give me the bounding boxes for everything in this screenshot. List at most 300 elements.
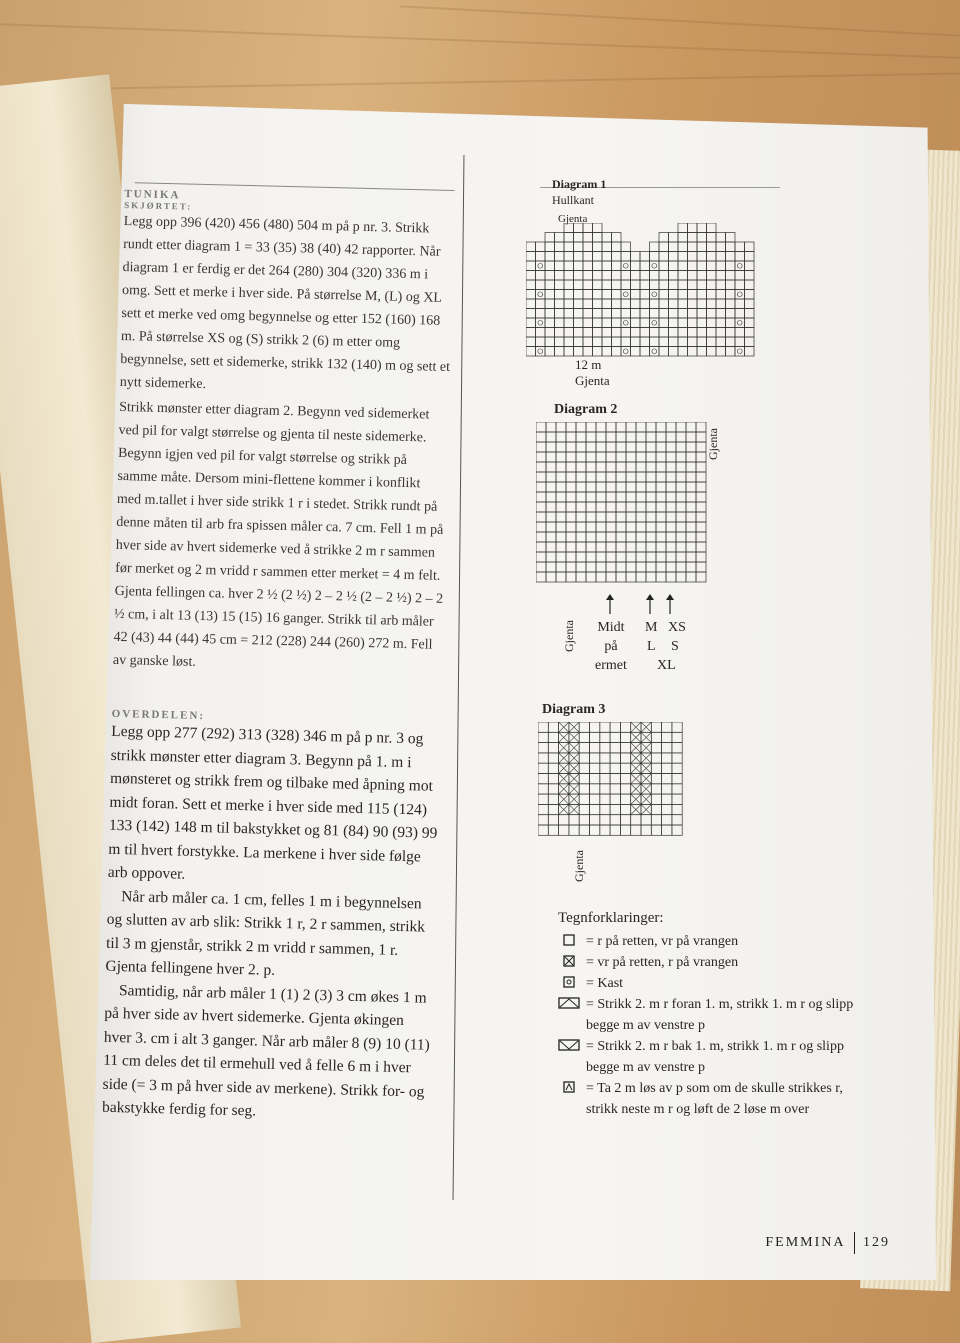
grid-cell xyxy=(745,261,755,271)
grid-cell xyxy=(707,280,717,290)
grid-cell xyxy=(688,242,698,252)
section-label-overdelen: OVERDELEN: xyxy=(111,707,206,723)
grid-cell xyxy=(697,242,707,252)
grid-cell xyxy=(590,815,600,825)
empty-square-icon xyxy=(558,931,580,946)
grid-cell xyxy=(616,512,626,522)
grid-cell xyxy=(631,280,641,290)
grid-cell xyxy=(566,482,576,492)
grid-cell xyxy=(620,753,630,763)
grid-cell xyxy=(716,347,726,357)
grid-cell xyxy=(602,347,612,357)
grid-cell xyxy=(640,271,650,281)
grid-cell xyxy=(666,462,676,472)
grid-cell xyxy=(626,522,636,532)
grid-cell xyxy=(726,299,736,309)
grid-cell xyxy=(546,502,556,512)
purl-mark xyxy=(631,743,641,753)
grid-cell xyxy=(564,252,574,262)
grid-cell xyxy=(659,309,669,319)
grid-cell xyxy=(600,804,610,814)
grid-cell xyxy=(621,309,631,319)
diagrams-column xyxy=(520,175,880,1195)
grid-cell xyxy=(564,271,574,281)
grid-cell xyxy=(548,774,558,784)
grid-cell xyxy=(596,492,606,502)
purl-mark xyxy=(569,804,579,814)
grid-cell xyxy=(651,784,661,794)
grid-cell xyxy=(610,794,620,804)
grid-cell xyxy=(707,252,717,262)
grid-cell xyxy=(576,482,586,492)
grid-cell xyxy=(662,784,672,794)
grid-cell xyxy=(678,299,688,309)
grid-cell xyxy=(586,562,596,572)
purl-mark xyxy=(641,804,651,814)
grid-cell xyxy=(556,442,566,452)
lift-over-icon xyxy=(558,1078,580,1093)
grid-cell xyxy=(626,422,636,432)
grid-cell xyxy=(600,825,610,835)
grid-cell xyxy=(546,472,556,482)
grid-cell xyxy=(735,299,745,309)
grid-cell xyxy=(636,532,646,542)
grid-cell xyxy=(666,532,676,542)
grid-cell xyxy=(676,522,686,532)
grid-cell xyxy=(666,562,676,572)
grid-cell xyxy=(688,318,698,328)
grid-cell xyxy=(555,318,565,328)
label-size-xl: XL xyxy=(657,658,676,673)
label-size-m: M xyxy=(645,620,658,635)
grid-cell xyxy=(600,753,610,763)
grid-cell xyxy=(678,347,688,357)
grid-cell xyxy=(620,722,630,732)
grid-cell xyxy=(669,337,679,347)
grid-cell xyxy=(745,309,755,319)
grid-cell xyxy=(646,472,656,482)
purl-mark xyxy=(641,732,651,742)
grid-cell xyxy=(536,502,546,512)
grid-cell xyxy=(574,299,584,309)
grid-cell xyxy=(631,290,641,300)
grid-cell xyxy=(672,825,682,835)
grid-cell xyxy=(745,299,755,309)
grid-cell xyxy=(666,552,676,562)
grid-cell xyxy=(666,472,676,482)
grid-cell xyxy=(579,722,589,732)
grid-cell xyxy=(626,482,636,492)
grid-cell xyxy=(621,271,631,281)
grid-cell xyxy=(548,763,558,773)
grid-cell xyxy=(697,328,707,338)
purl-mark xyxy=(569,774,579,784)
grid-cell xyxy=(610,732,620,742)
legend-title: Tegnforklaringer: xyxy=(558,910,664,926)
grid-cell xyxy=(602,261,612,271)
grid-cell xyxy=(555,261,565,271)
grid-cell xyxy=(650,261,660,271)
grid-cell xyxy=(688,252,698,262)
grid-cell xyxy=(669,242,679,252)
grid-cell xyxy=(606,532,616,542)
grid-cell xyxy=(583,233,593,243)
grid-cell xyxy=(659,271,669,281)
diagram-2-repeat-bottom: Gjenta xyxy=(562,620,576,652)
grid-cell xyxy=(726,252,736,262)
grid-cell xyxy=(726,280,736,290)
yarn-over-mark xyxy=(538,320,543,325)
grid-cell xyxy=(583,299,593,309)
grid-cell xyxy=(526,299,536,309)
grid-cell xyxy=(536,522,546,532)
grid-cell xyxy=(686,542,696,552)
legend-item-text: = vr på retten, r på vrangen xyxy=(586,955,739,970)
grid-cell xyxy=(631,815,641,825)
grid-cell xyxy=(696,422,706,432)
legend-item xyxy=(558,931,858,952)
grid-cell xyxy=(696,532,706,542)
grid-cell xyxy=(696,572,706,582)
grid-cell xyxy=(636,512,646,522)
grid-cell xyxy=(586,522,596,532)
grid-cell xyxy=(600,815,610,825)
grid-cell xyxy=(636,422,646,432)
grid-cell xyxy=(536,318,546,328)
grid-cell xyxy=(666,572,676,582)
grid-cell xyxy=(569,815,579,825)
grid-cell xyxy=(745,280,755,290)
grid-cell xyxy=(631,318,641,328)
grid-cell xyxy=(546,532,556,542)
grid-cell xyxy=(678,233,688,243)
purl-mark xyxy=(559,753,569,763)
grid-cell xyxy=(659,337,669,347)
grid-cell xyxy=(688,347,698,357)
grid-cell xyxy=(583,328,593,338)
diagram-1 xyxy=(520,175,820,395)
grid-cell xyxy=(688,337,698,347)
grid-cell xyxy=(696,492,706,502)
grid-cell xyxy=(621,337,631,347)
purl-mark xyxy=(631,732,641,742)
grid-cell xyxy=(586,512,596,522)
legend-item-text: = Strikk 2. m r foran 1. m, strikk 1. m r og slipp begge m av venstre p xyxy=(586,997,854,1033)
grid-cell xyxy=(686,462,696,472)
grid-cell xyxy=(600,774,610,784)
grid-cell xyxy=(600,794,610,804)
right-cross-icon xyxy=(558,1036,580,1051)
grid-cell xyxy=(610,722,620,732)
grid-cell xyxy=(546,512,556,522)
grid-cell xyxy=(526,309,536,319)
grid-cell xyxy=(574,328,584,338)
grid-cell xyxy=(602,290,612,300)
grid-cell xyxy=(593,337,603,347)
grid-cell xyxy=(606,492,616,502)
grid-cell xyxy=(538,722,548,732)
grid-cell xyxy=(574,347,584,357)
grid-cell xyxy=(707,233,717,243)
grid-cell xyxy=(574,280,584,290)
grid-cell xyxy=(536,542,546,552)
purl-mark xyxy=(559,794,569,804)
grid-cell xyxy=(716,309,726,319)
grid-cell xyxy=(545,242,555,252)
grid-cell xyxy=(696,432,706,442)
grid-cell xyxy=(548,804,558,814)
purl-mark xyxy=(559,784,569,794)
grid-cell xyxy=(626,462,636,472)
grid-cell xyxy=(659,290,669,300)
left-cross-icon xyxy=(558,994,580,1009)
grid-cell xyxy=(538,763,548,773)
overdelen-paragraph-1: Legg opp 277 (292) 313 (328) 346 m på p nr. 3 og strikk mønster etter diagram 3. Begynn på 1. m i mønsteret og strikk frem og tilbake med åpning mot midt foran. Sett et merke i hver side med 115 (124) 133 (142) 148 m til bakstykket og 81 (84) 90 (93) 99 m til hvert forstykke. La merkene i hver side følge arb oppover. xyxy=(107,722,438,883)
grid-cell xyxy=(606,452,616,462)
grid-cell xyxy=(606,552,616,562)
grid-cell xyxy=(586,552,596,562)
grid-cell xyxy=(656,502,666,512)
purl-mark xyxy=(641,774,651,784)
grid-cell xyxy=(612,328,622,338)
label-size-l: L xyxy=(646,639,656,654)
grid-cell xyxy=(610,774,620,784)
grid-cell xyxy=(574,242,584,252)
grid-cell xyxy=(626,572,636,582)
legend-item xyxy=(558,1036,858,1078)
grid-cell xyxy=(526,318,536,328)
grid-cell xyxy=(686,442,696,452)
legend-item-text: = r på retten, vr på vrangen xyxy=(586,934,739,949)
grid-cell xyxy=(662,753,672,763)
yarn-over-mark xyxy=(652,292,657,297)
grid-cell xyxy=(548,732,558,742)
grid-cell xyxy=(666,432,676,442)
grid-cell xyxy=(583,261,593,271)
grid-cell xyxy=(574,223,584,233)
grid-cell xyxy=(651,774,661,784)
grid-cell xyxy=(735,271,745,281)
grid-cell xyxy=(593,261,603,271)
grid-cell xyxy=(586,482,596,492)
grid-cell xyxy=(566,522,576,532)
grid-cell xyxy=(576,422,586,432)
grid-cell xyxy=(686,522,696,532)
grid-cell xyxy=(669,233,679,243)
grid-cell xyxy=(678,290,688,300)
grid-cell xyxy=(538,743,548,753)
grid-cell xyxy=(659,280,669,290)
grid-cell xyxy=(636,562,646,572)
grid-cell xyxy=(616,472,626,482)
yarn-over-mark xyxy=(737,349,742,354)
grid-cell xyxy=(640,328,650,338)
grid-cell xyxy=(707,271,717,281)
grid-cell xyxy=(659,242,669,252)
grid-cell xyxy=(610,743,620,753)
grid-cell xyxy=(576,472,586,482)
grid-cell xyxy=(556,542,566,552)
grid-cell xyxy=(555,290,565,300)
grid-cell xyxy=(688,223,698,233)
grid-cell xyxy=(672,763,682,773)
grid-cell xyxy=(602,337,612,347)
purl-mark xyxy=(569,784,579,794)
grid-cell xyxy=(640,252,650,262)
grid-cell xyxy=(586,492,596,502)
grid-cell xyxy=(566,442,576,452)
diagram-1-repeat-bottom: Gjenta xyxy=(575,373,610,388)
grid-cell xyxy=(726,337,736,347)
grid-cell xyxy=(716,261,726,271)
grid-cell xyxy=(576,512,586,522)
grid-cell xyxy=(676,502,686,512)
grid-cell xyxy=(646,452,656,462)
grid-cell xyxy=(707,242,717,252)
grid-cell xyxy=(659,318,669,328)
grid-cell xyxy=(555,328,565,338)
grid-cell xyxy=(556,502,566,512)
grid-cell xyxy=(583,271,593,281)
grid-cell xyxy=(545,261,555,271)
grid-cell xyxy=(526,347,536,357)
grid-cell xyxy=(678,337,688,347)
grid-cell xyxy=(590,732,600,742)
grid-cell xyxy=(586,452,596,462)
grid-cell xyxy=(593,290,603,300)
grid-cell xyxy=(650,271,660,281)
grid-cell xyxy=(596,552,606,562)
grid-cell xyxy=(606,472,616,482)
label-size-xs: XS xyxy=(668,620,686,635)
yarn-over-mark xyxy=(623,292,628,297)
grid-cell xyxy=(555,337,565,347)
grid-cell xyxy=(576,542,586,552)
grid-cell xyxy=(745,242,755,252)
purl-mark xyxy=(569,732,579,742)
grid-cell xyxy=(666,542,676,552)
grid-cell xyxy=(574,337,584,347)
grid-cell xyxy=(583,290,593,300)
grid-cell xyxy=(626,552,636,562)
grid-cell xyxy=(590,794,600,804)
grid-cell xyxy=(576,492,586,502)
grid-cell xyxy=(659,328,669,338)
grid-cell xyxy=(697,223,707,233)
grid-cell xyxy=(579,753,589,763)
yarn-over-mark xyxy=(652,349,657,354)
grid-cell xyxy=(646,562,656,572)
grid-cell xyxy=(548,815,558,825)
legend-item-text: = Kast xyxy=(586,976,624,991)
grid-cell xyxy=(612,347,622,357)
yarn-over-mark xyxy=(623,320,628,325)
grid-cell xyxy=(545,309,555,319)
grid-cell xyxy=(555,280,565,290)
grid-cell xyxy=(606,482,616,492)
grid-cell xyxy=(678,261,688,271)
grid-cell xyxy=(536,552,546,562)
grid-cell xyxy=(546,462,556,472)
grid-cell xyxy=(576,522,586,532)
grid-cell xyxy=(686,482,696,492)
grid-cell xyxy=(606,462,616,472)
grid-cell xyxy=(676,492,686,502)
grid-cell xyxy=(651,753,661,763)
grid-cell xyxy=(716,233,726,243)
grid-cell xyxy=(526,242,536,252)
grid-cell xyxy=(650,328,660,338)
grid-cell xyxy=(676,572,686,582)
grid-cell xyxy=(688,299,698,309)
grid-cell xyxy=(631,825,641,835)
grid-cell xyxy=(716,290,726,300)
grid-cell xyxy=(669,309,679,319)
grid-cell xyxy=(646,482,656,492)
legend-item xyxy=(558,952,858,973)
grid-cell xyxy=(536,532,546,542)
grid-cell xyxy=(707,261,717,271)
grid-cell xyxy=(726,233,736,243)
grid-cell xyxy=(593,347,603,357)
grid-cell xyxy=(672,743,682,753)
grid-cell xyxy=(536,472,546,482)
diagram-3-repeat-bottom: Gjenta xyxy=(572,850,586,882)
grid-cell xyxy=(548,753,558,763)
grid-cell xyxy=(696,482,706,492)
grid-cell xyxy=(616,492,626,502)
grid-cell xyxy=(548,794,558,804)
grid-cell xyxy=(612,242,622,252)
grid-cell xyxy=(593,252,603,262)
grid-cell xyxy=(576,532,586,542)
grid-cell xyxy=(626,452,636,462)
grid-cell xyxy=(656,492,666,502)
grid-cell xyxy=(579,743,589,753)
grid-cell xyxy=(646,502,656,512)
grid-cell xyxy=(579,804,589,814)
section-label-skjortet: SKJØRTET: xyxy=(124,199,193,212)
grid-cell xyxy=(659,233,669,243)
yarn-over-mark xyxy=(652,320,657,325)
grid-cell xyxy=(678,318,688,328)
grid-cell xyxy=(536,290,546,300)
grid-cell xyxy=(583,347,593,357)
grid-cell xyxy=(576,462,586,472)
grid-cell xyxy=(583,280,593,290)
grid-cell xyxy=(538,732,548,742)
grid-cell xyxy=(593,242,603,252)
grid-cell xyxy=(536,280,546,290)
grid-cell xyxy=(620,804,630,814)
grid-cell xyxy=(688,271,698,281)
grid-cell xyxy=(590,825,600,835)
purl-mark xyxy=(641,794,651,804)
grid-cell xyxy=(707,290,717,300)
legend-item xyxy=(558,994,858,1036)
grid-cell xyxy=(646,572,656,582)
grid-cell xyxy=(610,825,620,835)
grid-cell xyxy=(707,318,717,328)
grid-cell xyxy=(636,522,646,532)
grid-cell xyxy=(545,318,555,328)
grid-cell xyxy=(626,532,636,542)
grid-cell xyxy=(656,512,666,522)
grid-cell xyxy=(716,318,726,328)
grid-cell xyxy=(735,309,745,319)
grid-cell xyxy=(696,512,706,522)
grid-cell xyxy=(596,522,606,532)
